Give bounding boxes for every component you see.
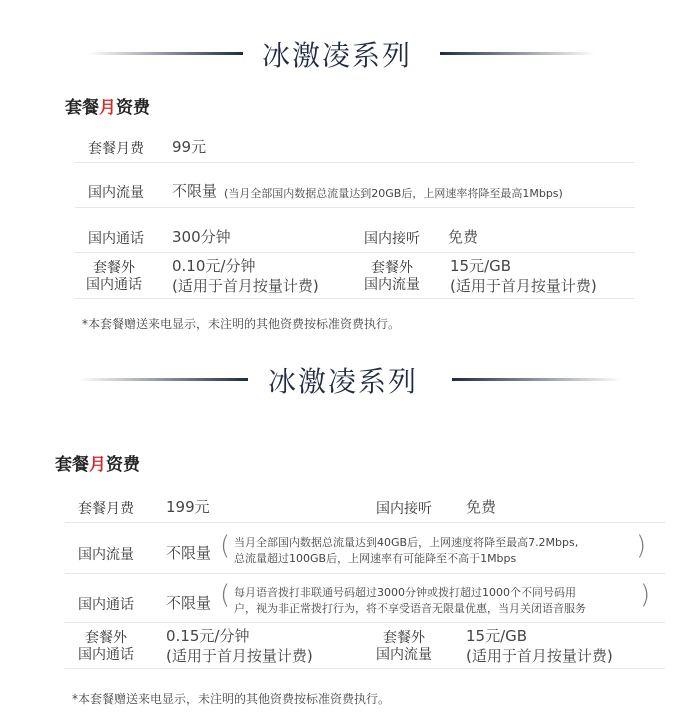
data-note-line2: 总流量超过100GB后，上网速率有可能降至不高于1Mbps bbox=[234, 552, 517, 565]
extra-calls-rate: 0.15元/分钟 bbox=[166, 627, 250, 645]
series-divider-right bbox=[440, 52, 595, 55]
answer-label: 国内接听 bbox=[364, 231, 420, 247]
extra-calls-label bbox=[78, 630, 134, 664]
row-divider bbox=[65, 668, 665, 669]
series-title: 冰激凌系列 bbox=[262, 39, 413, 72]
extra-data-label bbox=[376, 630, 432, 664]
extra-calls-note: (适用于首月按量计费) bbox=[172, 277, 319, 295]
calls-label: 国内通话 bbox=[78, 597, 134, 613]
row-divider bbox=[65, 573, 665, 574]
monthly-fee-label: 套餐月费 bbox=[88, 141, 144, 157]
section-title-highlight: 月 bbox=[89, 455, 106, 475]
extra-data-label-line2: 国内流量 bbox=[376, 647, 432, 663]
extra-data-rate: 15元/GB bbox=[450, 257, 512, 275]
extra-calls-rate: 0.10元/分钟 bbox=[172, 257, 256, 275]
extra-data-rate: 15元/GB bbox=[466, 627, 528, 645]
section-title bbox=[65, 93, 150, 118]
data-value: 不限量 bbox=[166, 544, 212, 562]
extra-calls-label bbox=[86, 260, 142, 294]
extra-calls-value bbox=[166, 626, 313, 666]
data-label: 国内流量 bbox=[88, 185, 144, 201]
answer-value: 免费 bbox=[448, 228, 479, 246]
extra-calls-note: (适用于首月按量计费) bbox=[166, 647, 313, 665]
extra-calls-value bbox=[172, 256, 319, 296]
paren-right: ) bbox=[640, 580, 651, 610]
calls-value: 不限量 bbox=[166, 594, 212, 612]
extra-data-label-line1: 套餐外 bbox=[371, 260, 413, 276]
data-note-line1: 当月全部国内数据总流量达到40GB后，上网速度将降至最高7.2Mbps, bbox=[234, 536, 579, 549]
section-title-pre: 套餐 bbox=[65, 98, 99, 118]
calls-label: 国内通话 bbox=[88, 231, 144, 247]
series-title: 冰激凌系列 bbox=[268, 365, 419, 398]
row-divider bbox=[75, 162, 635, 163]
monthly-fee-value: 199元 bbox=[166, 498, 210, 516]
section-title-pre: 套餐 bbox=[55, 455, 89, 475]
section-title-post: 资费 bbox=[106, 455, 140, 475]
calls-note-line2: 户，视为非正常拨打行为，将不享受语音无限量优惠，当月关闭语音服务 bbox=[234, 602, 586, 615]
extra-calls-label-line2: 国内通话 bbox=[78, 647, 134, 663]
extra-data-value bbox=[466, 626, 613, 666]
row-divider bbox=[75, 252, 635, 253]
paren-left: ( bbox=[220, 531, 231, 561]
section-title bbox=[55, 450, 140, 475]
row-divider bbox=[65, 622, 665, 623]
extra-data-label-line2: 国内流量 bbox=[364, 277, 420, 293]
paren-left: ( bbox=[220, 580, 231, 610]
monthly-fee-value: 99元 bbox=[172, 138, 207, 156]
extra-data-value bbox=[450, 256, 597, 296]
extra-calls-label-line1: 套餐外 bbox=[93, 260, 135, 276]
answer-label: 国内接听 bbox=[376, 501, 432, 517]
extra-data-label bbox=[364, 260, 420, 294]
footnote: *本套餐赠送来电显示，未注明的其他资费按标准资费执行。 bbox=[72, 692, 391, 706]
paren-right: ) bbox=[636, 531, 647, 561]
series-divider-right bbox=[452, 378, 622, 381]
section-title-post: 资费 bbox=[116, 98, 150, 118]
answer-value: 免费 bbox=[466, 498, 497, 516]
extra-calls-label-line2: 国内通话 bbox=[86, 277, 142, 293]
row-divider bbox=[75, 207, 635, 208]
row-divider bbox=[75, 298, 635, 299]
footnote: *本套餐赠送来电显示，未注明的其他资费按标准资费执行。 bbox=[82, 317, 401, 331]
extra-data-label-line1: 套餐外 bbox=[383, 630, 425, 646]
data-value: 不限量 bbox=[172, 182, 218, 200]
data-label: 国内流量 bbox=[78, 547, 134, 563]
data-note bbox=[234, 535, 578, 567]
section-title-highlight: 月 bbox=[99, 98, 116, 118]
extra-data-note: (适用于首月按量计费) bbox=[450, 277, 597, 295]
series-divider-left bbox=[88, 52, 243, 55]
calls-value: 300分钟 bbox=[172, 228, 231, 246]
data-note: (当月全部国内数据总流量达到20GB后，上网速率将降至最高1Mbps) bbox=[224, 187, 563, 200]
row-divider bbox=[65, 522, 665, 523]
monthly-fee-label: 套餐月费 bbox=[78, 501, 134, 517]
calls-note bbox=[234, 585, 586, 617]
series-divider-left bbox=[78, 378, 248, 381]
calls-note-line1: 每月语音拨打非联通号码超过3000分钟或拨打超过1000个不同号码用 bbox=[234, 586, 576, 599]
extra-calls-label-line1: 套餐外 bbox=[85, 630, 127, 646]
extra-data-note: (适用于首月按量计费) bbox=[466, 647, 613, 665]
